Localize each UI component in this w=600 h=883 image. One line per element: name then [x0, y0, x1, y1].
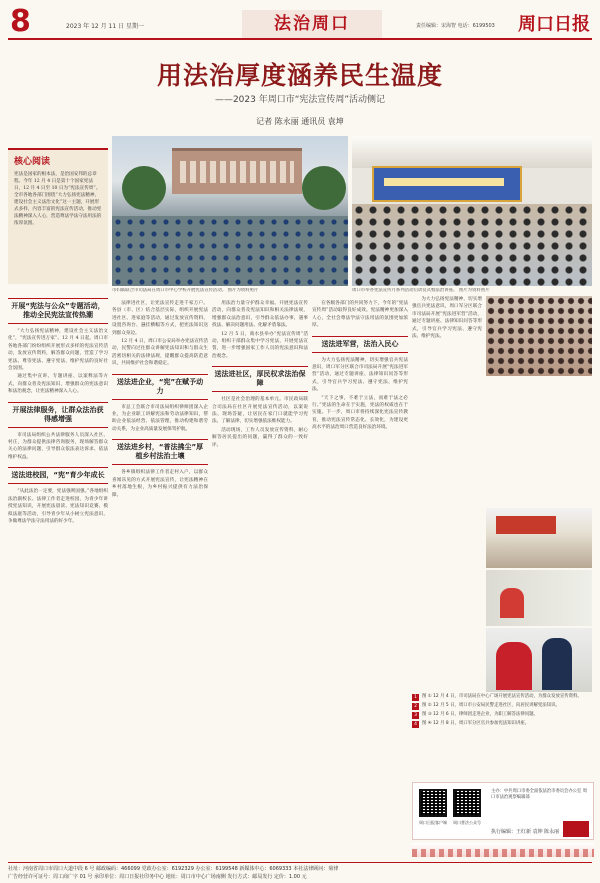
article-paragraph: “从此法治一定要，宪法强则国强。”各地组织法治副校长、法律工作者走进校园，为青少年讲授宪法知识，开展宪法晨读、宪法知识竞赛、模拟法庭等活动，引导青少年从小树立宪法意识，争做尊法学法守法用法的好少年。	[8, 489, 108, 524]
photo-tree	[302, 166, 346, 210]
section-subhead: 送法进企业，“宪”在赋予动力	[112, 374, 208, 400]
photo-hall-ceiling	[352, 136, 592, 168]
newspaper-logo: 周口日报	[518, 14, 590, 35]
core-reading-title: 核心阅读	[14, 157, 51, 167]
article-paragraph: 法律进社区，让宪法宣传走进千家万户。各县（市、区）结合基层实际，组织开展宪法进社区、进家庭等活动，通过发放宣传资料、设置咨询台、悬挂横幅等方式，把宪法知识送到群众身边。	[112, 301, 208, 336]
caption-item	[412, 703, 594, 710]
photo-captions	[412, 694, 594, 730]
qr-label: 周口日报客户端	[419, 820, 447, 825]
section-subhead: 送法进军营，法治入民心	[312, 336, 408, 353]
qr-code-icon[interactable]	[453, 789, 481, 817]
caption-text: 图 ① 12 月 4 日，市司法局在中心广场开展宪法宣传活动，为群众发放宣传资料。	[422, 694, 582, 699]
article-paragraph: 社区是社会治理的基本单元。市民政局联合司法局在社区开展宪法宣传活动，以案说法、现场答疑，让居民在家门口就能学习宪法、了解法律，切实增强依法维权能力。	[212, 397, 308, 425]
article-column-2	[112, 300, 208, 858]
article-paragraph: 市总工会联合市司法局组织律师团深入企业，为企业职工讲解宪法和劳动法律知识，帮助企业依法经营、依法管理，推动构建和谐劳动关系，为企业高质量发展保驾护航。	[112, 404, 208, 432]
article-paragraph: 在各级各部门的共同努力下，今年的“宪法宣传周”活动取得良好成效。宪法精神更加深入人心，全社会尊法学法守法用法的氛围更加浓厚。	[312, 301, 408, 329]
footer	[8, 862, 592, 882]
article-paragraph: “天下之事，不难于立法，而难于法之必行。”宪法的生命在于实施，宪法的权威也在于实施。下一步，周口市将持续深化宪法宣传教育，推动宪法宣传常态化、长效化，为建设更高水平的法治周口营造良好法治环境。	[312, 395, 408, 431]
section-subhead: 开展“宪法与公众”专题活动，推动全民宪法宣传热潮	[8, 298, 108, 324]
article-paragraph: 12 月 4 日，周口市公安局举办宪法宣传活动，民警向过往群众讲解宪法知识和与群众生活密切相关的法律法规，提醒群众提高防范意识，共同维护社会和谐稳定。	[112, 339, 208, 367]
photo-stage-banner	[372, 166, 522, 202]
page-number: 8	[10, 4, 31, 39]
article-paragraph: 12 月 5 日，商水县举办“宪法宣传周”活动，组织干部群众集中学习宪法，开展宪法宣誓，进一步增强国家工作人员的宪法意识和法治观念。	[212, 331, 308, 359]
caption-number: 4	[412, 721, 419, 728]
section-subhead: 送法进乡村，“普法拂尘”厚植乡村法治土壤	[112, 439, 208, 465]
footer-address: 社址：河南省周口市周口大道中段 6 号 邮政编码：466099 党政办公室：6192329 办公室：6199548 新媒体中心：6069333 本社法律顾问：菊律	[8, 866, 339, 872]
caption-text: 图 ③ 12 月 6 日，律师团走进企业，为职工解答法律问题。	[422, 712, 538, 717]
editor-info: 责任编辑：宋海智 电话：6199503	[416, 23, 495, 29]
article-paragraph: 用法治力量守护群众幸福。开展宪法宣传活动，向群众普及宪法知识和相关法律法规，增强群众法治意识，引导群众依法办事、遇事找法、解决问题用法、化解矛盾靠法。	[212, 301, 308, 329]
byline: 记者 陈永丽 通讯员 袁坤	[256, 117, 344, 126]
article-column-3	[212, 300, 308, 858]
photo-audience	[352, 204, 592, 286]
headline: 用法治厚度涵养民生温度	[156, 61, 443, 90]
qr-label: 周口普法公众号	[453, 820, 481, 825]
caption-text: 图 ④ 12 月 8 日，周口军分区官兵参加宪法知识讲座。	[422, 721, 530, 726]
article-paragraph: “大力弘扬宪法精神，建设社会主义法治文化”，“宪法宣传进万家”。12 月 4 日起，周口市各地各部门纷纷组织开展形式多样的宪法宣传活动，发放宣传资料，解答群众问题，营造了学习宪法、尊崇宪法、遵守宪法、维护宪法的良好社会氛围。	[8, 329, 108, 372]
photo-caption-right: 周口市举办宪法宣传月系列活动启动仪式暨法治讲座。 图片为资料照片	[352, 288, 490, 293]
caption-text: 图 ② 12 月 5 日，周口市公安局民警走进社区，向居民讲解宪法知识。	[422, 703, 560, 708]
section-subhead: 送法进校园，“宪”育少年成长	[8, 467, 108, 484]
masthead	[8, 6, 592, 40]
article-paragraph: 市司法局组织公共法律服务人员深入社区、村庄，为群众提供法律咨询服务，现场解答群众关心的法律问题，引导群众依法表达诉求、依法维护权益。	[8, 432, 108, 460]
photo-1-square-event	[486, 296, 592, 376]
photo-3-enterprise	[486, 570, 592, 626]
photo-school-event	[112, 136, 348, 286]
caption-number: 3	[412, 712, 419, 719]
article-column-4	[312, 300, 408, 858]
article-column-1	[8, 292, 108, 858]
emblem-icon	[563, 821, 589, 837]
promo-box	[412, 782, 594, 840]
article-paragraph: 为大力弘扬宪法精神，切实增强官兵宪法意识，周口军分区联合市司法局开展“宪法进军营”活动，通过专题讲座、法律知识问答等形式，引导官兵学习宪法、遵守宪法、维护宪法。	[412, 297, 482, 340]
section-subhead: 开展法律服务，让群众法治获得感增强	[8, 402, 108, 428]
footer-publishing: 广告经营许可证号：周工商广字 01 号 承印单位：周口日报社印务中心 地址：周口市中心广场南侧 发行方式：邮局发行 定价：1.00 元	[8, 874, 307, 880]
caption-number: 1	[412, 694, 419, 701]
subheadline: ——2023 年周口市“宪法宣传周”活动侧记	[214, 95, 386, 105]
section-title: 法治周口	[242, 10, 382, 38]
photo-2-community	[486, 508, 592, 568]
issue-date: 2023 年 12 月 11 日 星期一	[66, 23, 144, 30]
executive-editors: 执行编辑：王红新 袁坤 陈永丽	[491, 829, 560, 835]
photo-tree	[122, 166, 166, 210]
photo-launch-ceremony	[352, 136, 592, 286]
section-subhead: 送法进社区，厚民权求法治保障	[212, 366, 308, 392]
caption-item	[412, 712, 594, 719]
article-paragraph: 为大力弘扬宪法精神，切实增强官兵宪法意识，周口军分区联合市司法局开展“宪法进军营”活动，通过专题讲座、法律知识问答等形式，引导官兵学习宪法、遵守宪法、维护宪法。	[312, 357, 408, 393]
article-paragraph: 各乡镇组织法律工作者走村入户，以群众喜闻乐见的方式开展宪法宣传，让宪法精神在乡村落地生根，为乡村振兴提供有力法治保障。	[112, 470, 208, 498]
core-reading-box	[8, 148, 108, 284]
qr-code-icon[interactable]	[419, 789, 447, 817]
article-paragraph: 通过集中宣讲、专题讲座、以案释法等方式，向群众普及宪法知识，增强群众的宪法意识和法治观念，让宪法精神深入人心。	[8, 374, 108, 395]
photo-building	[172, 148, 302, 194]
sponsor-text: 主办：中共周口市委全面依法治市委员会办公室 周口市法治观察编辑部	[491, 789, 587, 800]
caption-item	[412, 721, 594, 728]
skyline-decoration	[412, 843, 594, 857]
core-reading-text: 宪法是国家的根本法，是治国安邦的总章程。今年 12 月 4 日是第十个国家宪法日，12 月 4 日至 10 日为“宪法宣传周”。全市各地各部门围绕“大力弘扬宪法精神，建设社会主义法治文化”这一主题，开展形式多样、内容丰富的宪法宣传活动，推动宪法精神深入人心，营造尊法学法守法用法的浓厚氛围。	[14, 172, 102, 226]
photo-caption-left: 市妇联联合市司法局在周口市中心学校开展宪法宣传活动。 图片为资料照片	[112, 288, 259, 293]
article-paragraph: 活动现场，工作人员发放宣传资料，耐心解答居民提出的问题，赢得了群众的一致好评。	[212, 427, 308, 448]
article-column-5	[412, 296, 482, 692]
caption-item	[412, 694, 594, 701]
photo-crowd	[112, 216, 348, 286]
photo-4-barracks	[486, 628, 592, 692]
caption-number: 2	[412, 703, 419, 710]
